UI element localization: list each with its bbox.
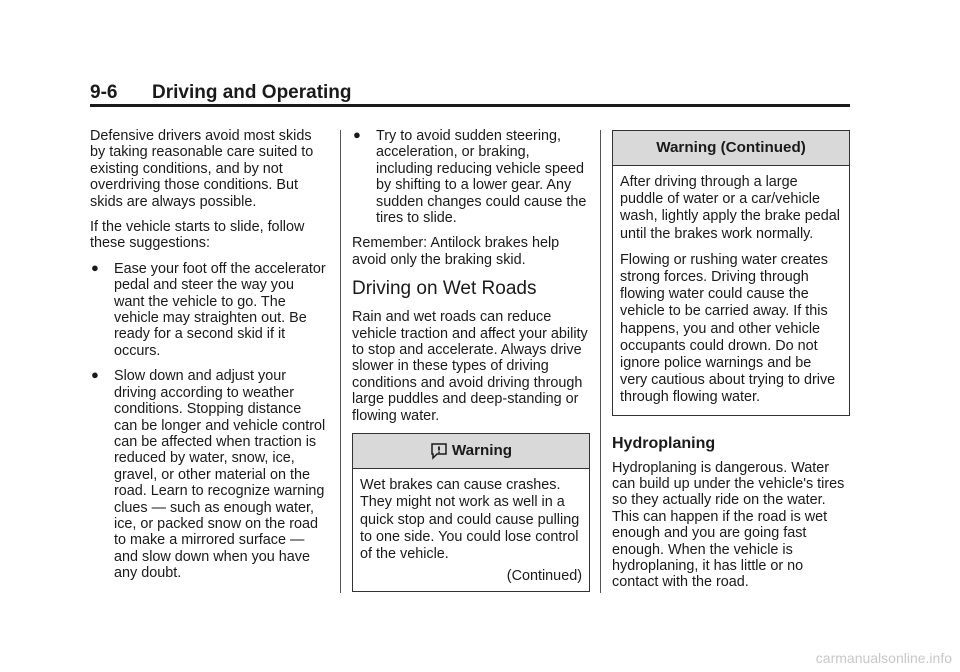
paragraph: Defensive drivers avoid most skids by taking reasonable care suited to existing conditions, and by not overdriving those conditions. But skids are always possible. [90, 128, 314, 210]
list-item-text: Slow down and adjust your driving according to weather conditions. Stopping distance can be longer and vehicle control can be affected when traction is reduced by water, snow, ice, gravel, or other material on the road. Learn to recognize warning clues — such as enough water, ice, or packed snow on the road to make a mirrored surface — and slow down when you have any doubt. [114, 368, 326, 582]
bullet-icon: ● [353, 127, 361, 142]
continued-label: (Continued) [506, 568, 582, 585]
watermark: carmanualsonline.info [815, 650, 952, 666]
warning-box-continued [612, 130, 850, 416]
column-1 [90, 128, 328, 591]
warning-body [613, 166, 849, 415]
list-item-text: Try to avoid sudden steering, acceleration, or braking, including reducing vehicle speed by shifting to a lower gear. Any sudden changes could cause the tires to slide. [376, 128, 587, 227]
paragraph: Rain and wet roads can reduce vehicle traction and affect your ability to stop and accelerate. Always drive slower in these types of driving conditions and avoid driving through large puddles and deep-standing or flowing water. [352, 309, 588, 424]
section-title: Driving and Operating [152, 82, 352, 103]
warning-header [353, 434, 589, 469]
paragraph: Hydroplaning is dangerous. Water can build up under the vehicle's tires so they actually ride on the water. This can happen if the road is wet enough and you are going fast enough. When the vehicle is hydroplaning, it has little or no contact with the road. [612, 459, 845, 591]
bullet-icon: ● [91, 259, 99, 275]
paragraph: Remember: Antilock brakes help avoid only the braking skid. [352, 235, 560, 268]
column-divider [340, 130, 341, 593]
warning-icon [430, 442, 448, 460]
warning-title: Warning [451, 442, 513, 460]
column-3 [612, 130, 850, 600]
section-heading: Driving on Wet Roads [352, 278, 537, 300]
warning-box [352, 433, 590, 592]
warning-text: Wet brakes can cause crashes. They might not work as well in a quick stop and could cause pulling to one side. You could lose control of the vehicle. [360, 477, 580, 562]
header-rule [90, 104, 850, 107]
list-item [352, 128, 590, 226]
column-divider [600, 130, 601, 593]
list-item-text: Ease your foot off the accelerator pedal and steer the way you want the vehicle to go. The vehicle may straighten out. Be ready for a second skid if it occurs. [114, 260, 326, 359]
column-2 [352, 128, 590, 592]
bullet-icon: ● [91, 367, 99, 383]
warning-body [353, 469, 589, 591]
warning-text: Flowing or rushing water creates strong forces. Driving through flowing water could cause the vehicle to be carried away. If this happens, you and other vehicle occupants could drown. Do not ignore police warnings and be very cautious about trying to drive through flowing water. [620, 251, 836, 406]
page-header [90, 82, 850, 106]
list-item [90, 368, 328, 581]
warning-text: After driving through a large puddle of water or a car/vehicle wash, lightly apply the brake pedal until the brakes work normally. [620, 174, 840, 242]
list-item [90, 261, 328, 359]
subsection-heading: Hydroplaning [612, 434, 716, 452]
warning-header: Warning (Continued) [613, 131, 849, 166]
paragraph: If the vehicle starts to slide, follow these suggestions: [90, 219, 305, 252]
page-number: 9-6 [90, 82, 118, 103]
